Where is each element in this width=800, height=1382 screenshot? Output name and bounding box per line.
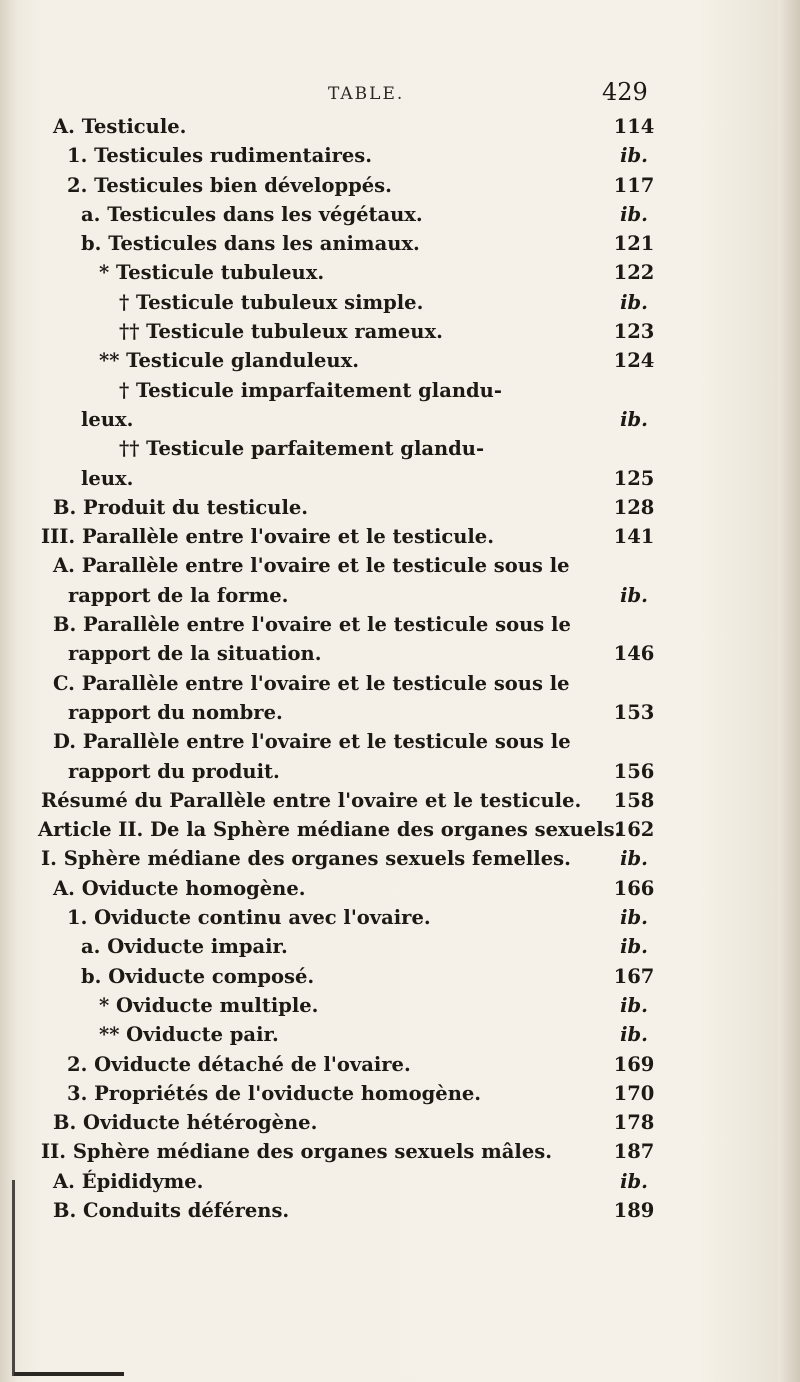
toc-entry-label: A. Testicule. bbox=[53, 115, 187, 138]
toc-entry bbox=[0, 141, 800, 170]
toc-entry-page: 141 bbox=[613, 525, 655, 549]
toc-entry-label: 2. Testicules bien développés. bbox=[67, 173, 392, 197]
table-of-contents bbox=[0, 112, 800, 1225]
toc-entry-label: ** Testicule glanduleux. bbox=[99, 349, 359, 373]
toc-entry bbox=[0, 874, 800, 903]
toc-entry-page: 122 bbox=[613, 261, 655, 285]
toc-entry bbox=[0, 757, 800, 786]
toc-entry-page: 170 bbox=[613, 1081, 655, 1105]
toc-entry-label: I. Sphère médiane des organes sexuels femelles. bbox=[41, 847, 571, 871]
toc-entry-label: Article II. De la Sphère médiane des organes sexuels. bbox=[38, 818, 622, 842]
toc-entry bbox=[0, 346, 800, 375]
toc-entry bbox=[0, 581, 800, 610]
toc-entry-label: Résumé du Parallèle entre l'ovaire et le testicule. bbox=[41, 788, 582, 812]
toc-entry bbox=[0, 112, 800, 141]
toc-entry bbox=[0, 229, 800, 258]
toc-entry-label: A. Oviducte homogène. bbox=[53, 876, 306, 900]
toc-entry-page: 158 bbox=[613, 788, 655, 812]
toc-entry-page: 178 bbox=[613, 1111, 655, 1135]
toc-entry-page: 117 bbox=[613, 173, 655, 197]
toc-entry bbox=[0, 258, 800, 287]
toc-entry-label: * Testicule tubuleux. bbox=[99, 261, 325, 285]
toc-entry-page: 169 bbox=[613, 1052, 655, 1076]
toc-entry-label: B. Oviducte hétérogène. bbox=[53, 1111, 318, 1135]
toc-entry-label: rapport du nombre. bbox=[68, 700, 283, 724]
toc-entry-label: rapport de la situation. bbox=[68, 642, 322, 666]
toc-entry bbox=[0, 844, 800, 873]
toc-entry bbox=[0, 405, 800, 434]
toc-entry-label: A. Épididyme. bbox=[53, 1169, 204, 1193]
toc-entry-label: A. Parallèle entre l'ovaire et le testicule sous le bbox=[53, 554, 570, 578]
toc-entry bbox=[0, 727, 800, 756]
toc-entry-page: 187 bbox=[613, 1140, 655, 1164]
toc-entry bbox=[0, 698, 800, 727]
toc-entry-label: leux. bbox=[81, 407, 134, 431]
toc-entry-label: b. Oviducte composé. bbox=[81, 964, 315, 988]
toc-entry bbox=[0, 1108, 800, 1137]
toc-entry-label: a. Oviducte impair. bbox=[81, 935, 288, 959]
toc-entry-page: 162 bbox=[613, 818, 655, 842]
toc-entry-page: 125 bbox=[613, 466, 655, 490]
toc-entry-label: B. Parallèle entre l'ovaire et le testicule sous le bbox=[53, 613, 571, 637]
toc-entry-page: 153 bbox=[613, 700, 655, 724]
bottom-rule bbox=[14, 1372, 124, 1376]
toc-entry bbox=[0, 815, 800, 844]
toc-entry-page: ib. bbox=[620, 144, 648, 168]
toc-entry-label: b. Testicules dans les animaux. bbox=[81, 232, 420, 256]
toc-entry-label: D. Parallèle entre l'ovaire et le testicule sous le bbox=[53, 730, 571, 754]
toc-entry-label: † Testicule tubuleux simple. bbox=[119, 290, 424, 314]
toc-entry bbox=[0, 376, 800, 405]
toc-entry-label: II. Sphère médiane des organes sexuels mâles. bbox=[41, 1140, 553, 1164]
toc-entry-label: B. Conduits déférens. bbox=[53, 1198, 290, 1222]
toc-entry-page: 128 bbox=[613, 495, 655, 519]
toc-entry bbox=[0, 1167, 800, 1196]
toc-entry-label: † Testicule imparfaitement glandu- bbox=[119, 378, 502, 402]
toc-entry-page: 123 bbox=[613, 320, 655, 344]
toc-entry-page: ib. bbox=[620, 847, 648, 871]
toc-entry bbox=[0, 171, 800, 200]
toc-entry bbox=[0, 522, 800, 551]
toc-entry-page: 166 bbox=[613, 876, 655, 900]
toc-entry-label: 2. Oviducte détaché de l'ovaire. bbox=[67, 1052, 411, 1076]
toc-entry bbox=[0, 1079, 800, 1108]
toc-entry-page: 121 bbox=[613, 232, 655, 256]
toc-entry bbox=[0, 1020, 800, 1049]
toc-entry bbox=[0, 434, 800, 463]
toc-entry bbox=[0, 551, 800, 580]
toc-entry bbox=[0, 493, 800, 522]
toc-entry-page: 114 bbox=[613, 115, 655, 138]
toc-entry bbox=[0, 903, 800, 932]
toc-entry-label: * Oviducte multiple. bbox=[99, 993, 319, 1017]
toc-entry bbox=[0, 464, 800, 493]
toc-entry-page: ib. bbox=[620, 935, 648, 959]
toc-entry-label: rapport de la forme. bbox=[68, 583, 289, 607]
toc-entry bbox=[0, 1196, 800, 1225]
toc-entry-page: ib. bbox=[620, 906, 648, 930]
toc-entry-label: 1. Testicules rudimentaires. bbox=[67, 144, 373, 168]
toc-entry bbox=[0, 288, 800, 317]
toc-entry bbox=[0, 639, 800, 668]
toc-entry-page: ib. bbox=[620, 407, 648, 431]
toc-entry bbox=[0, 962, 800, 991]
toc-entry bbox=[0, 1137, 800, 1166]
toc-entry bbox=[0, 669, 800, 698]
page-number: 429 bbox=[602, 78, 648, 106]
toc-entry-page: ib. bbox=[620, 583, 648, 607]
toc-entry-page: 189 bbox=[613, 1198, 655, 1222]
toc-entry-page: 146 bbox=[613, 642, 655, 666]
toc-entry-page: 167 bbox=[613, 964, 655, 988]
toc-entry-page: 124 bbox=[613, 349, 655, 373]
toc-entry-label: B. Produit du testicule. bbox=[53, 495, 309, 519]
toc-entry-page: ib. bbox=[620, 290, 648, 314]
toc-entry-page: ib. bbox=[620, 993, 648, 1017]
toc-entry bbox=[0, 200, 800, 229]
toc-entry-page: ib. bbox=[620, 202, 648, 226]
toc-entry-label: III. Parallèle entre l'ovaire et le testicule. bbox=[41, 525, 495, 549]
toc-entry-label: leux. bbox=[81, 466, 134, 490]
toc-entry bbox=[0, 317, 800, 346]
toc-entry-label: 3. Propriétés de l'oviducte homogène. bbox=[67, 1081, 482, 1105]
toc-entry-page: 156 bbox=[613, 759, 655, 783]
toc-entry bbox=[0, 610, 800, 639]
toc-entry-page: ib. bbox=[620, 1023, 648, 1047]
toc-entry-label: ** Oviducte pair. bbox=[99, 1023, 279, 1047]
toc-entry-label: a. Testicules dans les végétaux. bbox=[81, 202, 423, 226]
toc-entry bbox=[0, 932, 800, 961]
toc-entry-label: rapport du produit. bbox=[68, 759, 280, 783]
toc-entry-page: ib. bbox=[620, 1169, 648, 1193]
toc-entry-label: †† Testicule tubuleux rameux. bbox=[119, 320, 443, 344]
running-title: TABLE. bbox=[328, 84, 405, 104]
toc-entry-label: †† Testicule parfaitement glandu- bbox=[119, 437, 485, 461]
toc-entry bbox=[0, 786, 800, 815]
toc-entry bbox=[0, 1050, 800, 1079]
toc-entry bbox=[0, 991, 800, 1020]
toc-entry-label: 1. Oviducte continu avec l'ovaire. bbox=[67, 906, 431, 930]
toc-entry-label: C. Parallèle entre l'ovaire et le testicule sous le bbox=[53, 671, 570, 695]
